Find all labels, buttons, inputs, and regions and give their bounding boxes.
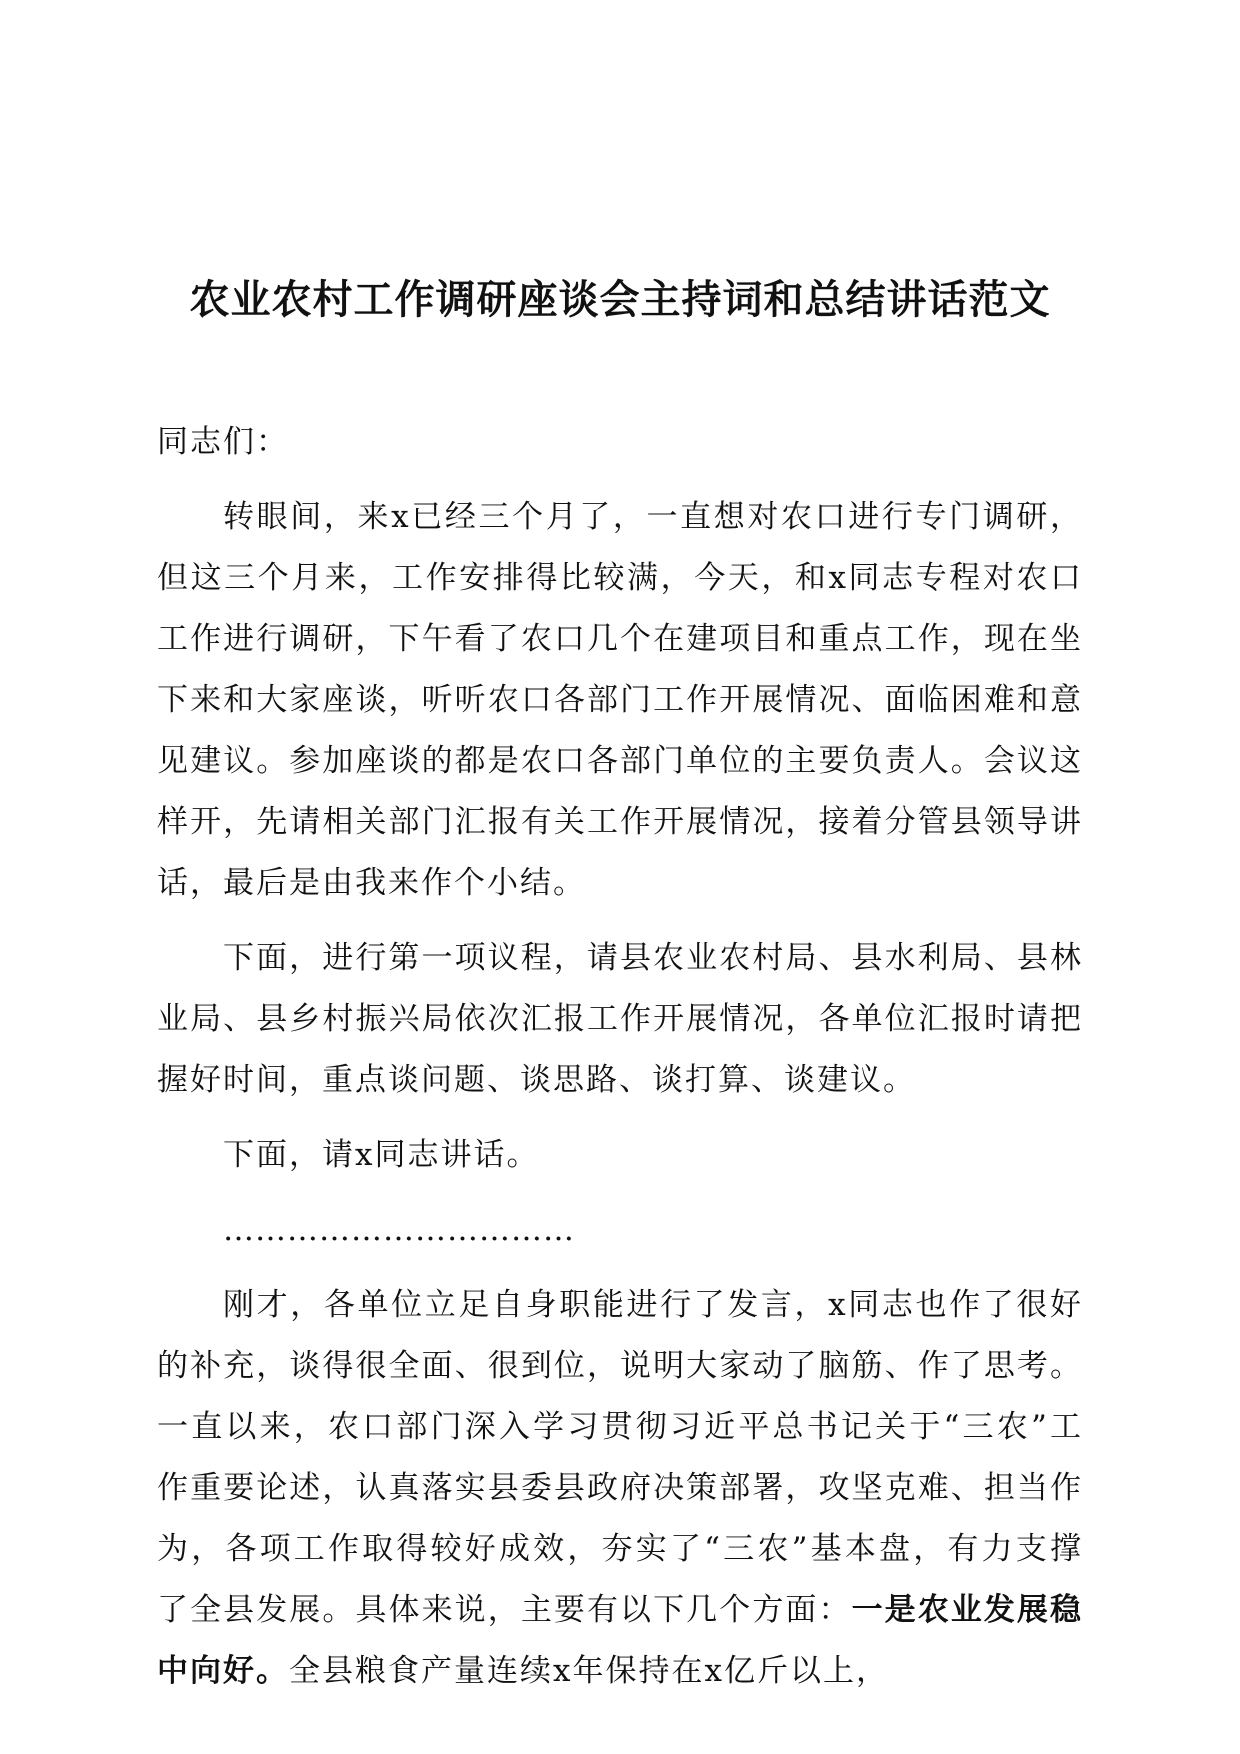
salutation: 同志们： — [157, 424, 289, 460]
paragraph-4-continuation: 全县粮食产量连续x年保持在x亿斤以上， — [289, 1653, 889, 1689]
spacer — [157, 1261, 1083, 1275]
paragraph-4-text: 刚才，各单位立足自身职能进行了发言，x同志也作了很好的补充，谈得很全面、很到位，说明大家动了脑筋、作了思考。一直以来，农口部门深入学习贯彻习近平总书记关于“三农”工作重要论述，认真落实县委县政府决策部署，攻坚克难、担当作为，各项工作取得较好成效，夯实了“三农”基本盘，有力支撑了全县发展。具体来说，主要有以下几个方面： — [157, 1287, 1083, 1628]
separator-dots: …………………………… — [223, 1212, 575, 1248]
spacer — [157, 914, 1083, 928]
spacer — [157, 1111, 1083, 1125]
document-body — [157, 412, 1083, 1702]
paragraph-1: 转眼间，来x已经三个月了，一直想对农口进行专门调研，但这三个月来，工作安排得比较满，今天，和x同志专程对农口工作进行调研，下午看了农口几个在建项目和重点工作，现在坐下来和大家座谈，听听农口各部门工作开展情况、面临困难和意见建议。参加座谈的都是农口各部门单位的主要负责人。会议这样开，先请相关部门汇报有关工作开展情况，接着分管县领导讲话，最后是由我来作个小结。 — [157, 499, 1083, 901]
spacer — [157, 1186, 1083, 1200]
paragraph-3: 下面，请x同志讲话。 — [223, 1137, 540, 1173]
paragraph-2: 下面，进行第一项议程，请县农业农村局、县水利局、县林业局、县乡村振兴局依次汇报工作开展情况，各单位汇报时请把握好时间，重点谈问题、谈思路、谈打算、谈建议。 — [157, 940, 1083, 1098]
paragraph-4 — [157, 1275, 1083, 1702]
spacer — [157, 473, 1083, 487]
document-title: 农业农村工作调研座谈会主持词和总结讲话范文 — [189, 277, 1051, 323]
paragraph-4-bold-heading: 一是农业发展稳中向好。 — [157, 1592, 1084, 1689]
